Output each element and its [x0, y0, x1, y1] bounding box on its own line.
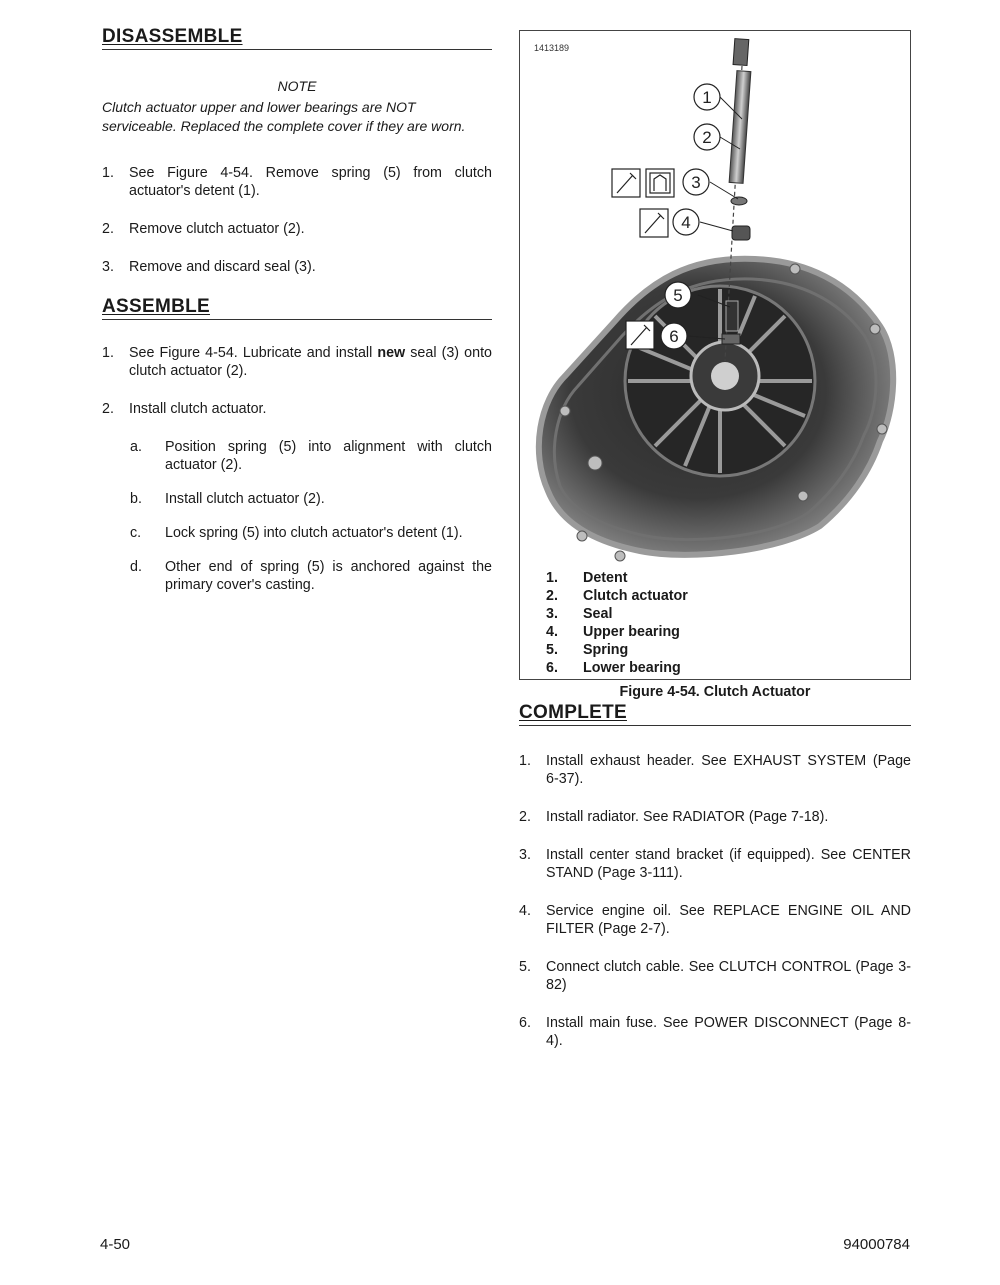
- note-body: Clutch actuator upper and lower bearings are NOT serviceable. Replaced the complete cover if they are worn.: [102, 99, 466, 134]
- callout-5-label: 5: [673, 286, 683, 305]
- clutch-actuator-illustration: [520, 31, 910, 566]
- figure-id: 1413189: [534, 43, 570, 53]
- figure-box: [519, 30, 911, 680]
- seal-replace-icon: [646, 169, 674, 197]
- upper-bearing-part: [732, 226, 750, 240]
- seal-part: [731, 197, 747, 205]
- list-item: 1. See Figure 4-54. Remove spring (5) from clutch actuator's detent (1).: [102, 165, 492, 199]
- list-item: 2. Remove clutch actuator (2).: [102, 221, 305, 237]
- list-item: 2. Install radiator. See RADIATOR (Page 7-18).: [519, 809, 829, 825]
- list-item: 3. Remove and discard seal (3).: [102, 259, 316, 275]
- list-item: 5. Connect clutch cable. See CLUTCH CONTROL (Page 3-82): [519, 959, 911, 993]
- lubricate-icon: [612, 169, 640, 197]
- list-item: 3. Install center stand bracket (if equipped). See CENTER STAND (Page 3-111).: [519, 847, 911, 881]
- complete-steps: [519, 752, 911, 1050]
- list-item: a. Position spring (5) into alignment with clutch actuator (2).: [130, 439, 492, 473]
- legend-item: 3. Seal: [546, 606, 613, 622]
- legend-item: 2. Clutch actuator: [546, 588, 688, 604]
- callout-3-label: 3: [691, 173, 701, 192]
- document-number: 94000784: [843, 1236, 910, 1253]
- figure-legend: [546, 569, 688, 677]
- spring-part: [726, 301, 738, 331]
- list-item: 1. Install exhaust header. See EXHAUST SYSTEM (Page 6-37).: [519, 753, 911, 787]
- assemble-substeps: [102, 438, 492, 594]
- legend-item: 5. Spring: [546, 642, 629, 658]
- page-number: 4-50: [100, 1236, 131, 1253]
- legend-item: 4. Upper bearing: [546, 624, 680, 640]
- callout-2-label: 2: [702, 128, 712, 147]
- figure-caption: Figure 4-54. Clutch Actuator: [619, 684, 811, 700]
- left-column: [102, 26, 492, 594]
- complete-heading: COMPLETE: [519, 702, 911, 726]
- assemble-heading: ASSEMBLE: [102, 296, 492, 320]
- right-column: [519, 30, 911, 1050]
- clutch-actuator-part: [729, 71, 751, 184]
- callout-1-label: 1: [702, 88, 712, 107]
- lubricate-icon: [626, 321, 654, 349]
- disassemble-steps: [102, 164, 492, 276]
- lubricate-icon: [640, 209, 668, 237]
- list-item: 2. Install clutch actuator.: [102, 401, 267, 417]
- callout-6-label: 6: [669, 327, 679, 346]
- callout-4-label: 4: [681, 213, 691, 232]
- list-item: d. Other end of spring (5) is anchored against the primary cover's casting.: [130, 559, 492, 593]
- list-item: 1. See Figure 4-54. Lubricate and install new seal (3) onto clutch actuator (2).: [102, 345, 492, 379]
- list-item: b. Install clutch actuator (2).: [130, 491, 325, 507]
- list-item: 6. Install main fuse. See POWER DISCONNECT (Page 8-4).: [519, 1015, 911, 1049]
- note-title: NOTE: [277, 78, 317, 94]
- disassemble-heading: DISASSEMBLE: [102, 26, 492, 50]
- list-item: c. Lock spring (5) into clutch actuator's detent (1).: [130, 525, 463, 541]
- assemble-steps: [102, 344, 492, 418]
- legend-item: 1. Detent: [546, 570, 628, 586]
- list-item: 4. Service engine oil. See REPLACE ENGINE OIL AND FILTER (Page 2-7).: [519, 903, 911, 937]
- legend-item: 6. Lower bearing: [546, 660, 681, 676]
